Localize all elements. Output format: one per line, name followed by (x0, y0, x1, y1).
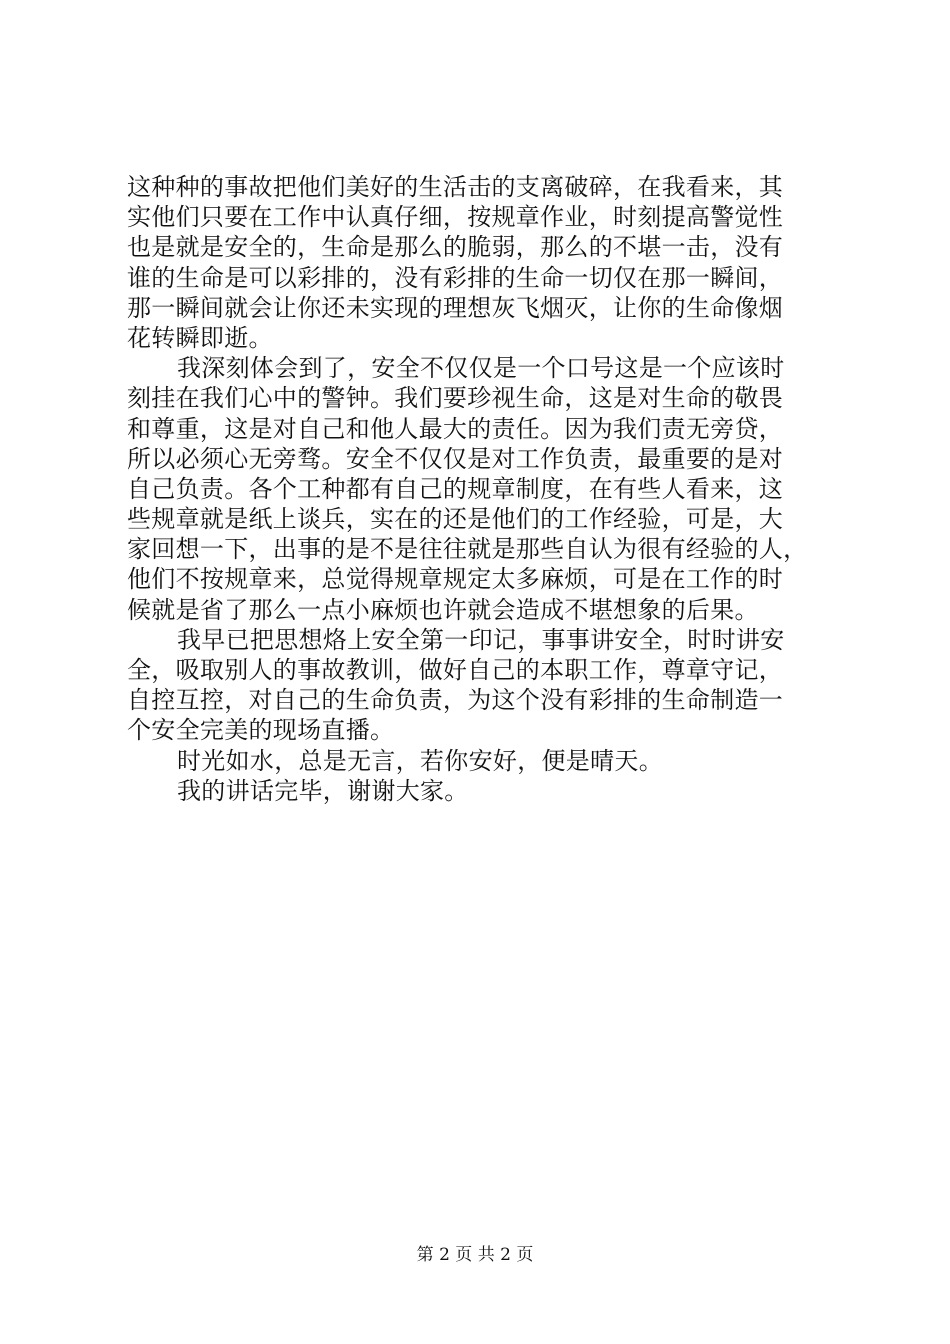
body-text-line: 自己负责。各个工种都有自己的规章制度，在有些人看来，这 (127, 474, 784, 503)
body-text-line: 全，吸取别人的事故教训，做好自己的本职工作，尊章守记， (127, 656, 784, 684)
body-text-line: 家回想一下，出事的是不是往往就是那些自认为很有经验的人， (127, 535, 808, 564)
paragraph-first-line: 时光如水，总是无言，若你安好，便是晴天。 (177, 746, 663, 775)
body-text-line: 也是就是安全的，生命是那么的脆弱，那么的不堪一击，没有 (127, 233, 784, 262)
document-body (127, 172, 847, 806)
body-text-line: 候就是省了那么一点小麻烦也许就会造成不堪想象的后果。 (127, 595, 759, 624)
paragraph-first-line: 我的讲话完毕，谢谢大家。 (177, 776, 469, 805)
body-text-line: 自控互控，对自己的生命负责，为这个没有彩排的生命制造一 (127, 686, 784, 715)
body-text-line: 实他们只要在工作中认真仔细，按规章作业，时刻提高警觉性 (127, 203, 784, 232)
body-text-line: 这种种的事故把他们美好的生活击的支离破碎，在我看来，其 (127, 173, 784, 201)
body-text-line: 个安全完美的现场直播。 (127, 716, 395, 745)
paragraph-first-line: 我早已把思想烙上安全第一印记，事事讲安全，时时讲安 (177, 625, 785, 654)
body-text-line: 刻挂在我们心中的警钟。我们要珍视生命，这是对生命的敬畏 (127, 384, 784, 413)
body-text-line: 和尊重，这是对自己和他人最大的责任。因为我们责无旁贷， (127, 414, 784, 443)
body-text-line: 所以必须心无旁骛。安全不仅仅是对工作负责，最重要的是对 (127, 444, 784, 473)
body-text-line: 花转瞬即逝。 (127, 323, 273, 352)
body-text-line: 他们不按规章来，总觉得规章规定太多麻烦，可是在工作的时 (127, 565, 784, 594)
paragraph-first-line: 我深刻体会到了，安全不仅仅是一个口号这是一个应该时 (177, 354, 785, 383)
body-text-line: 些规章就是纸上谈兵，实在的还是他们的工作经验，可是，大 (127, 505, 784, 534)
page-footer (0, 1244, 950, 1266)
body-text-line: 那一瞬间就会让你还未实现的理想灰飞烟灭，让你的生命像烟 (127, 293, 784, 322)
page-number-label: 第 2 页 共 2 页 (416, 1245, 534, 1265)
body-text-line: 谁的生命是可以彩排的，没有彩排的生命一切仅在那一瞬间， (127, 263, 784, 292)
